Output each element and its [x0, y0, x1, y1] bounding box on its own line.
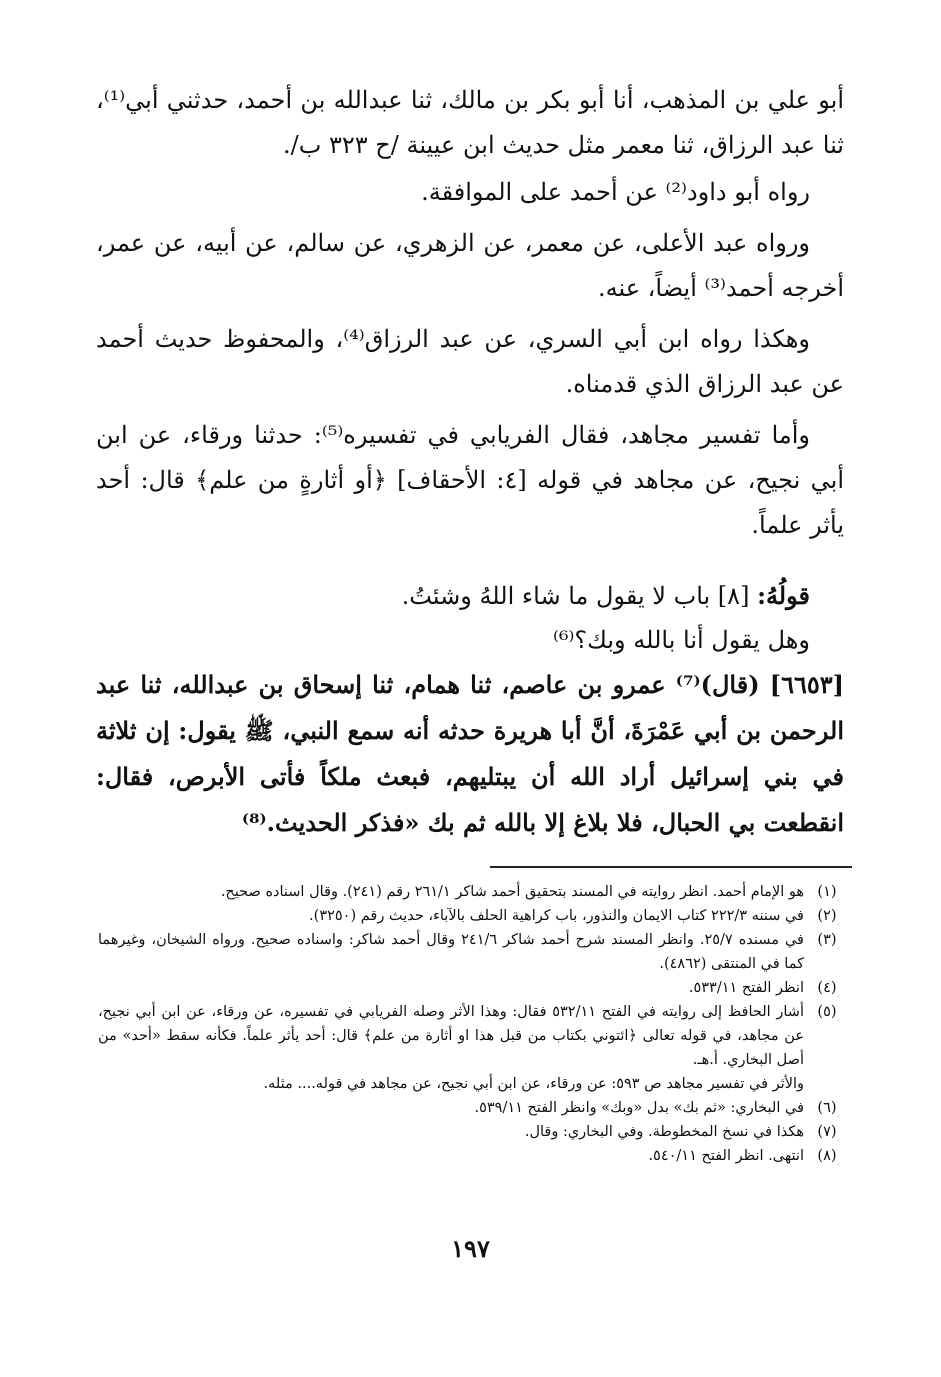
- footnote-number: (١): [817, 884, 837, 900]
- hadith-paragraph: [٦٦٥٣] (قال)⁽⁷⁾ عمرو بن عاصم، ثنا همام، ثنا إسحاق بن عبدالله، ثنا عبد الرحمن بن أبي عَمْرَةَ، أنَّ أبا هريرة حدثه أنه سمع النبي، ﷺ يقول: إن ثلاثة في بني إسرائيل أراد الله أن يبتليهم، فبعث ملكاً فأتى الأبرص، فقال: انقطعت بي الحبال، فلا بلاغ إلا بالله ثم بك «فذكر الحديث.⁽⁸⁾: [96, 670, 845, 837]
- chapter-heading-line-2: وهل يقول أنا بالله وبك؟⁽⁶⁾: [552, 626, 810, 654]
- heading-label: قولُهُ:: [757, 581, 810, 610]
- footnote-number: (٦): [817, 1100, 837, 1116]
- footnote-item: [98, 904, 850, 928]
- footnote-item: [98, 976, 850, 1000]
- paragraph-2: رواه أبو داود⁽²⁾ عن أحمد على الموافقة.: [421, 178, 810, 206]
- heading-title: [٨] باب لا يقول ما شاء اللهُ وشئتُ.: [401, 582, 750, 610]
- footnote-item: [98, 1000, 850, 1072]
- paragraph-1: أبو علي بن المذهب، أنا أبو بكر بن مالك، ثنا عبدالله بن أحمد، حدثني أبي⁽¹⁾، ثنا عبد الرزاق، ثنا معمر مثل حديث ابن عيينة /ح ٣٢٣ ب/.: [96, 86, 844, 159]
- footnote-number: (٤): [817, 980, 837, 996]
- footnote-text: في سننه ٢٢٢/٣ كتاب الايمان والنذور، باب كراهية الحلف بالآباء، حديث رقم (٣٢٥٠).: [309, 908, 804, 924]
- footnote-item: [98, 1144, 850, 1168]
- footnote-divider: [490, 866, 852, 868]
- footnote-item: [98, 1120, 850, 1144]
- footnote-continuation: والأثر في تفسير مجاهد ص ٥٩٣: عن ورقاء، عن ابن أبي نجيح، عن مجاهد في قوله.... مثله.: [263, 1076, 804, 1092]
- footnote-number: (٢): [817, 908, 837, 924]
- footnotes: [98, 880, 850, 1168]
- chapter-heading-line-1: [96, 574, 810, 618]
- footnote-number: (٣): [817, 932, 837, 948]
- footnote-item: [98, 1096, 850, 1120]
- footnote-text: هو الإمام أحمد. انظر روايته في المسند بتحقيق أحمد شاكر ٢٦١/١ رقم (٢٤١). وقال اسناده صحيح.: [220, 884, 804, 900]
- main-text: [96, 78, 844, 848]
- footnote-item: [98, 928, 850, 976]
- footnote-text: هكذا في نسخ المخطوطة. وفي البخاري: وقال.: [524, 1124, 804, 1140]
- paragraph-3: ورواه عبد الأعلى، عن معمر، عن الزهري، عن سالم، عن أبيه، عن عمر، أخرجه أحمد⁽³⁾ أيضاً، عنه.: [96, 229, 844, 302]
- footnote-number: (٥): [817, 1004, 837, 1020]
- footnote-text: انظر الفتح ٥٣٣/١١.: [688, 980, 804, 996]
- paragraph-5: وأما تفسير مجاهد، فقال الفريابي في تفسيره⁽⁵⁾: حدثنا ورقاء، عن ابن أبي نجيح، عن مجاهد في قوله [٤: الأحقاف] ﴿أو أثارةٍ من علم﴾ قال: أحد يأثر علماً.: [96, 421, 844, 539]
- paragraph-4: وهكذا رواه ابن أبي السري، عن عبد الرزاق⁽⁴⁾، والمحفوظ حديث أحمد عن عبد الرزاق الذي قدمناه.: [96, 325, 844, 398]
- footnote-text: في مسنده ٢٥/٧. وانظر المسند شرح أحمد شاكر ٢٤١/٦ وقال أحمد شاكر: واسناده صحيح. ورواه الشيخان، وغيرهما كما في المنتقى (٤٨٦٢).: [98, 932, 804, 972]
- chapter-heading: [96, 574, 844, 662]
- footnote-number: (٧): [817, 1124, 837, 1140]
- page-number: ١٩٧: [451, 1234, 490, 1263]
- footnote-text: انتهى. انظر الفتح ٥٤٠/١١.: [648, 1148, 804, 1164]
- footnote-text: أشار الحافظ إلى روايته في الفتح ٥٣٢/١١ فقال: وهذا الأثر وصله الفريابي في تفسيره، عن ورقاء، عن ابن أبي نجيح، عن مجاهد، في قوله تعالى ﴿ائتوني بكتاب من قبل هذا او أثارة من علم﴾ قال: أحد يأثر علماً. فكأنه سقط «أحد» من أصل البخاري. أ.هـ.: [98, 1004, 804, 1068]
- footnote-item: [98, 880, 850, 904]
- footnote-number: (٨): [817, 1148, 837, 1164]
- footnote-text: في البخاري: «ثم بك» بدل «وبك» وانظر الفتح ٥٣٩/١١.: [474, 1100, 804, 1116]
